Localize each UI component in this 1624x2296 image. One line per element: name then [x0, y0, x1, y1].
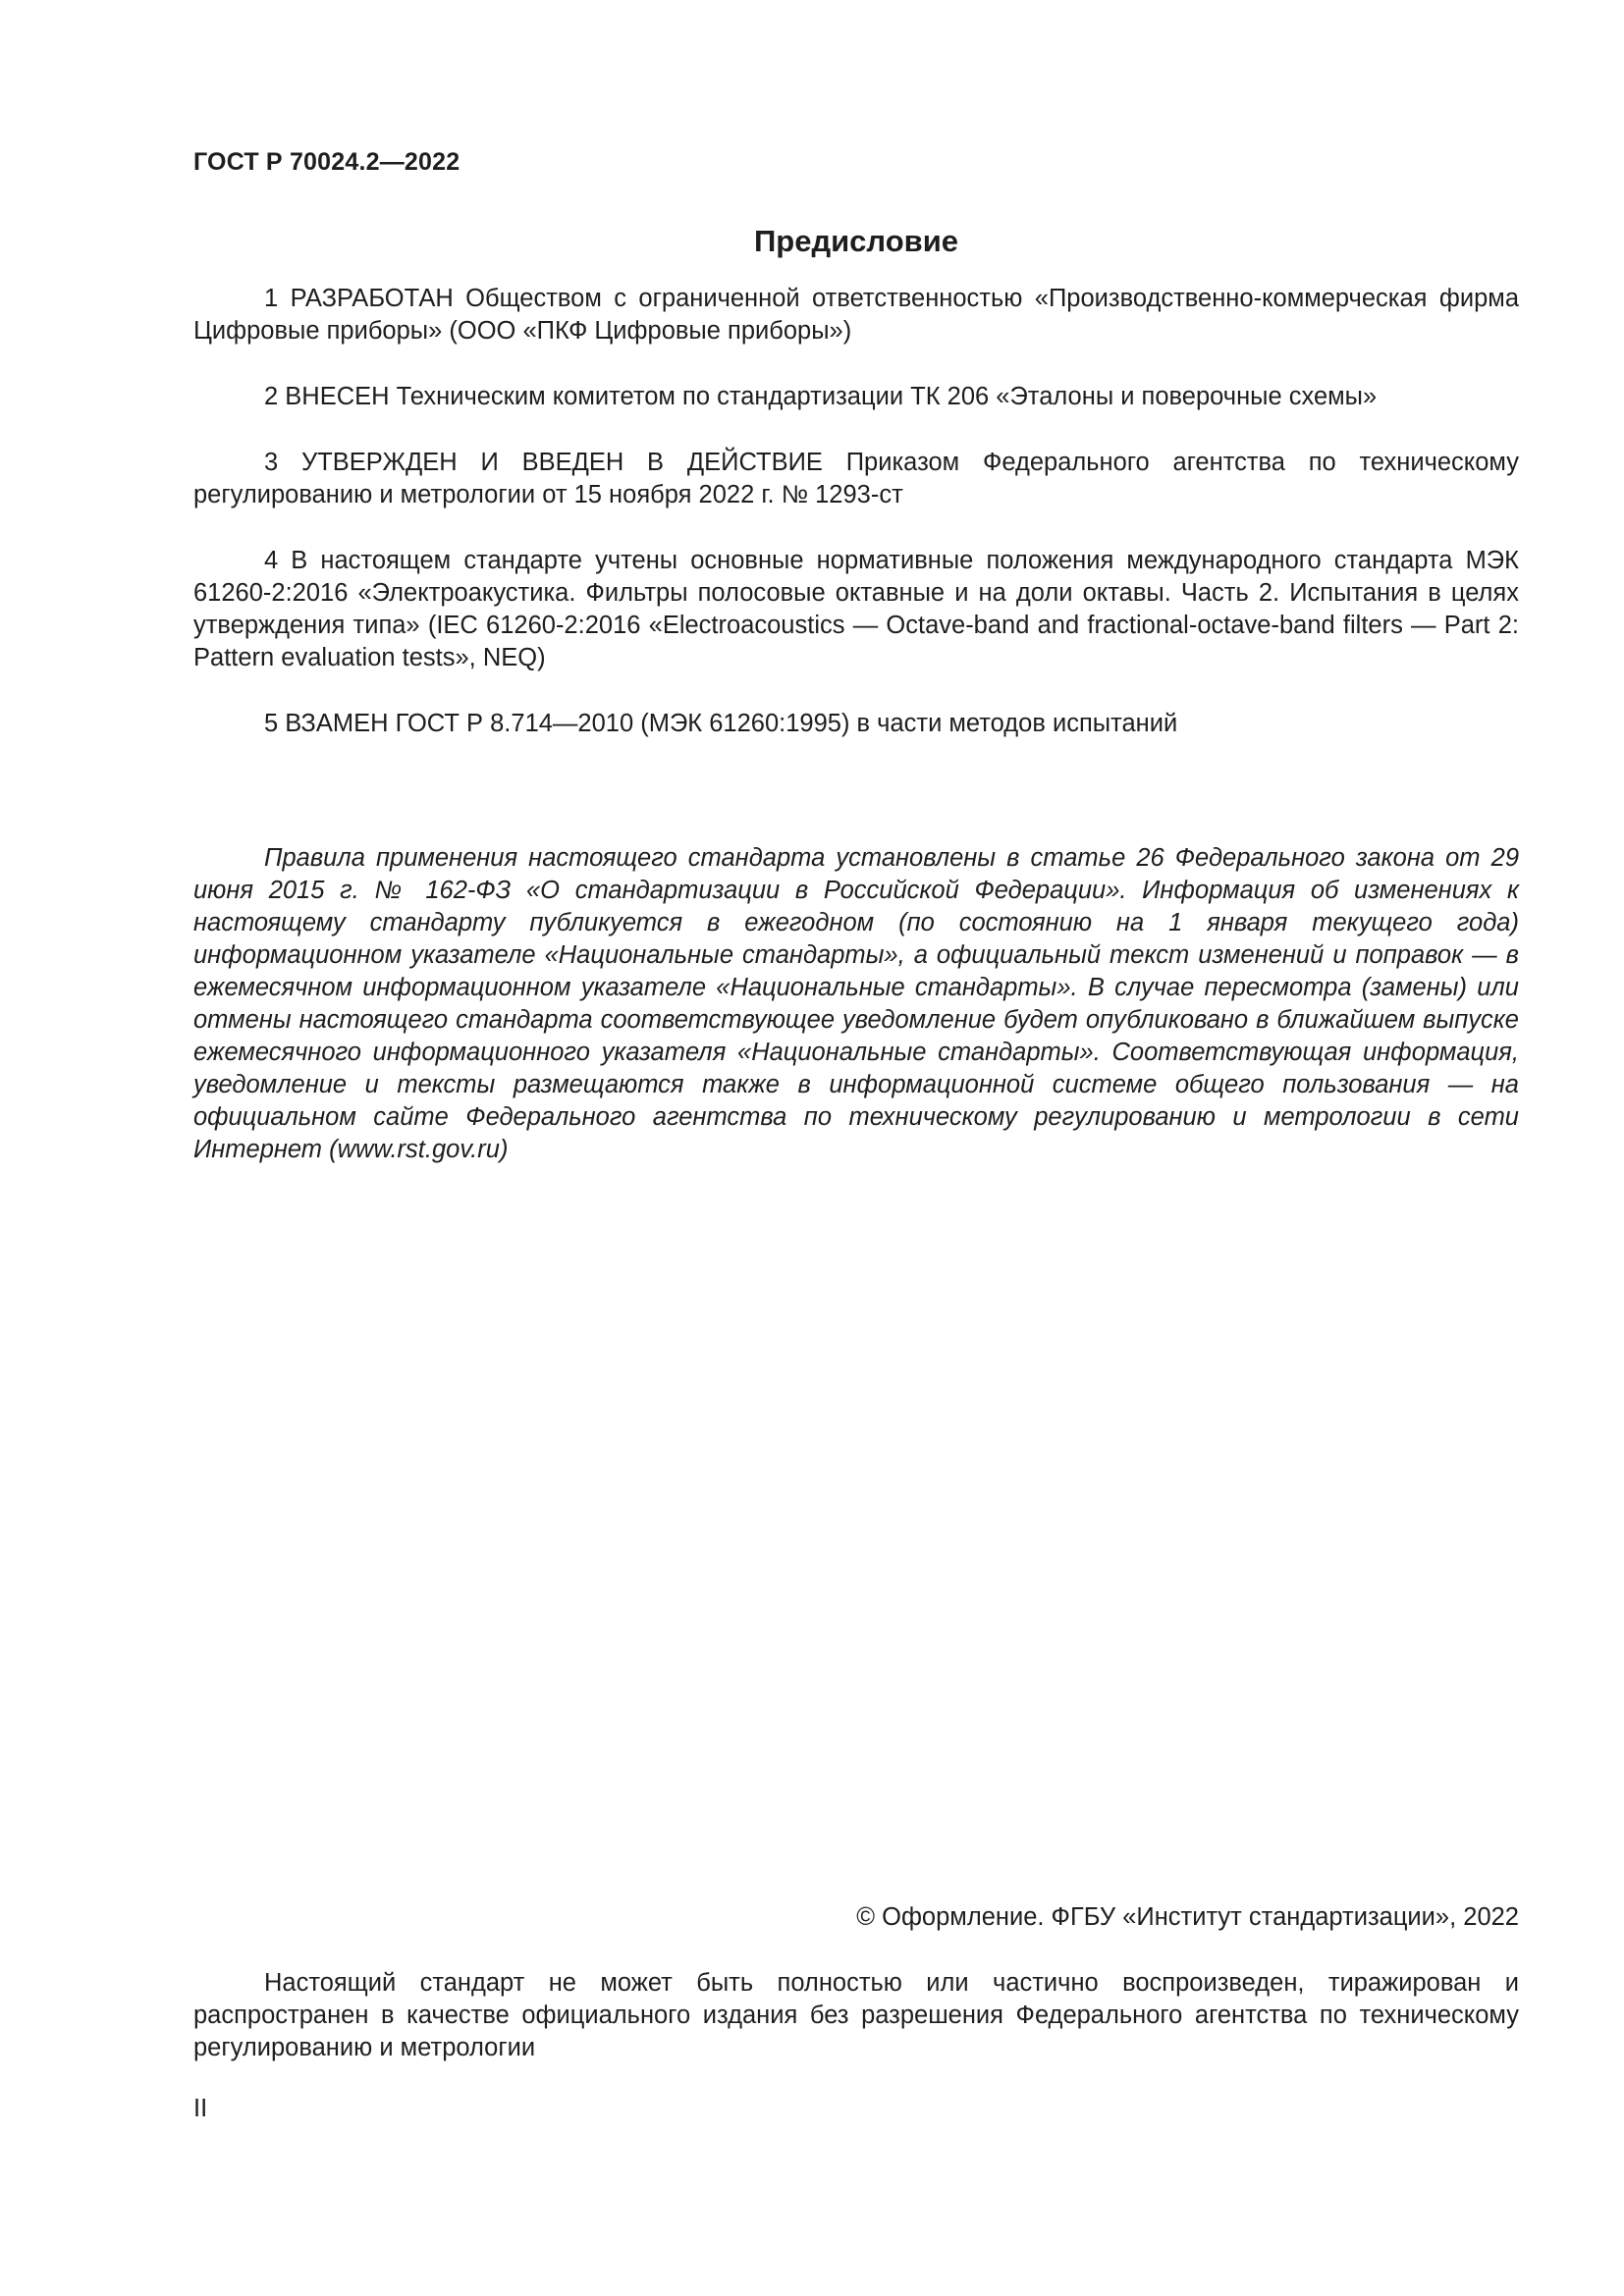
reproduction-notice: Настоящий стандарт не может быть полностью или частично воспроизведен, тиражирован и распространен в качестве официального издания без разрешения Федерального агентства по техническому регулированию и метрологии [193, 1969, 1519, 2061]
foreword-body [193, 283, 1519, 774]
foreword-item-5: 5 ВЗАМЕН ГОСТ Р 8.714—2010 (МЭК 61260:1995) в части методов испытаний [264, 710, 1178, 737]
foreword-item-4: 4 В настоящем стандарте учтены основные нормативные положения международного стандарта МЭК 61260-2:2016 «Электроакустика. Фильтры полосовые октавные и на доли октавы. Часть 2. Испытания в целях утверждения типа» (IEC 61260-2:2016 «Electroacoustics — Octave-band and fractional-octave-band filters — Part 2: Pattern evaluation tests», NEQ) [193, 547, 1519, 671]
page-number: II [193, 2095, 208, 2122]
foreword-item-3: 3 УТВЕРЖДЕН И ВВЕДЕН В ДЕЙСТВИЕ Приказом Федерального агентства по техническому регулированию и метрологии от 15 ноября 2022 г. № 1293-ст [193, 449, 1519, 508]
copyright-line: © Оформление. ФГБУ «Институт стандартизации», 2022 [856, 1903, 1519, 1931]
page-title: Предисловие [753, 224, 958, 258]
foreword-item-1: 1 РАЗРАБОТАН Обществом с ограниченной ответственностью «Производственно-коммерческая фирма Цифровые приборы» (ООО «ПКФ Цифровые приборы») [193, 285, 1519, 345]
foreword-item-2: 2 ВНЕСЕН Техническим комитетом по стандартизации ТК 206 «Эталоны и поверочные схемы» [264, 383, 1378, 410]
document-code: ГОСТ Р 70024.2—2022 [193, 148, 460, 176]
application-rules-paragraph: Правила применения настоящего стандарта установлены в статье 26 Федерального закона от 29 июня 2015 г. № 162-ФЗ «О стандартизации в Российской Федерации». Информация об изменениях к настоящему стандарту публикуется в ежегодном (по состоянию на 1 января текущего года) информационном указателе «Национальные стандарты», а официальный текст изменений и поправок — в ежемесячном информационном указателе «Национальные стандарты». В случае пересмотра (замены) или отмены настоящего стандарта соответствующее уведомление будет опубликовано в ближайшем выпуске ежемесячного информационного указателя «Национальные стандарты». Соответствующая информация, уведомление и тексты размещаются также в информационной системе общего пользования — на официальном сайте Федерального агентства по техническому регулированию и метрологии в сети Интернет (www.rst.gov.ru) [193, 844, 1519, 1163]
